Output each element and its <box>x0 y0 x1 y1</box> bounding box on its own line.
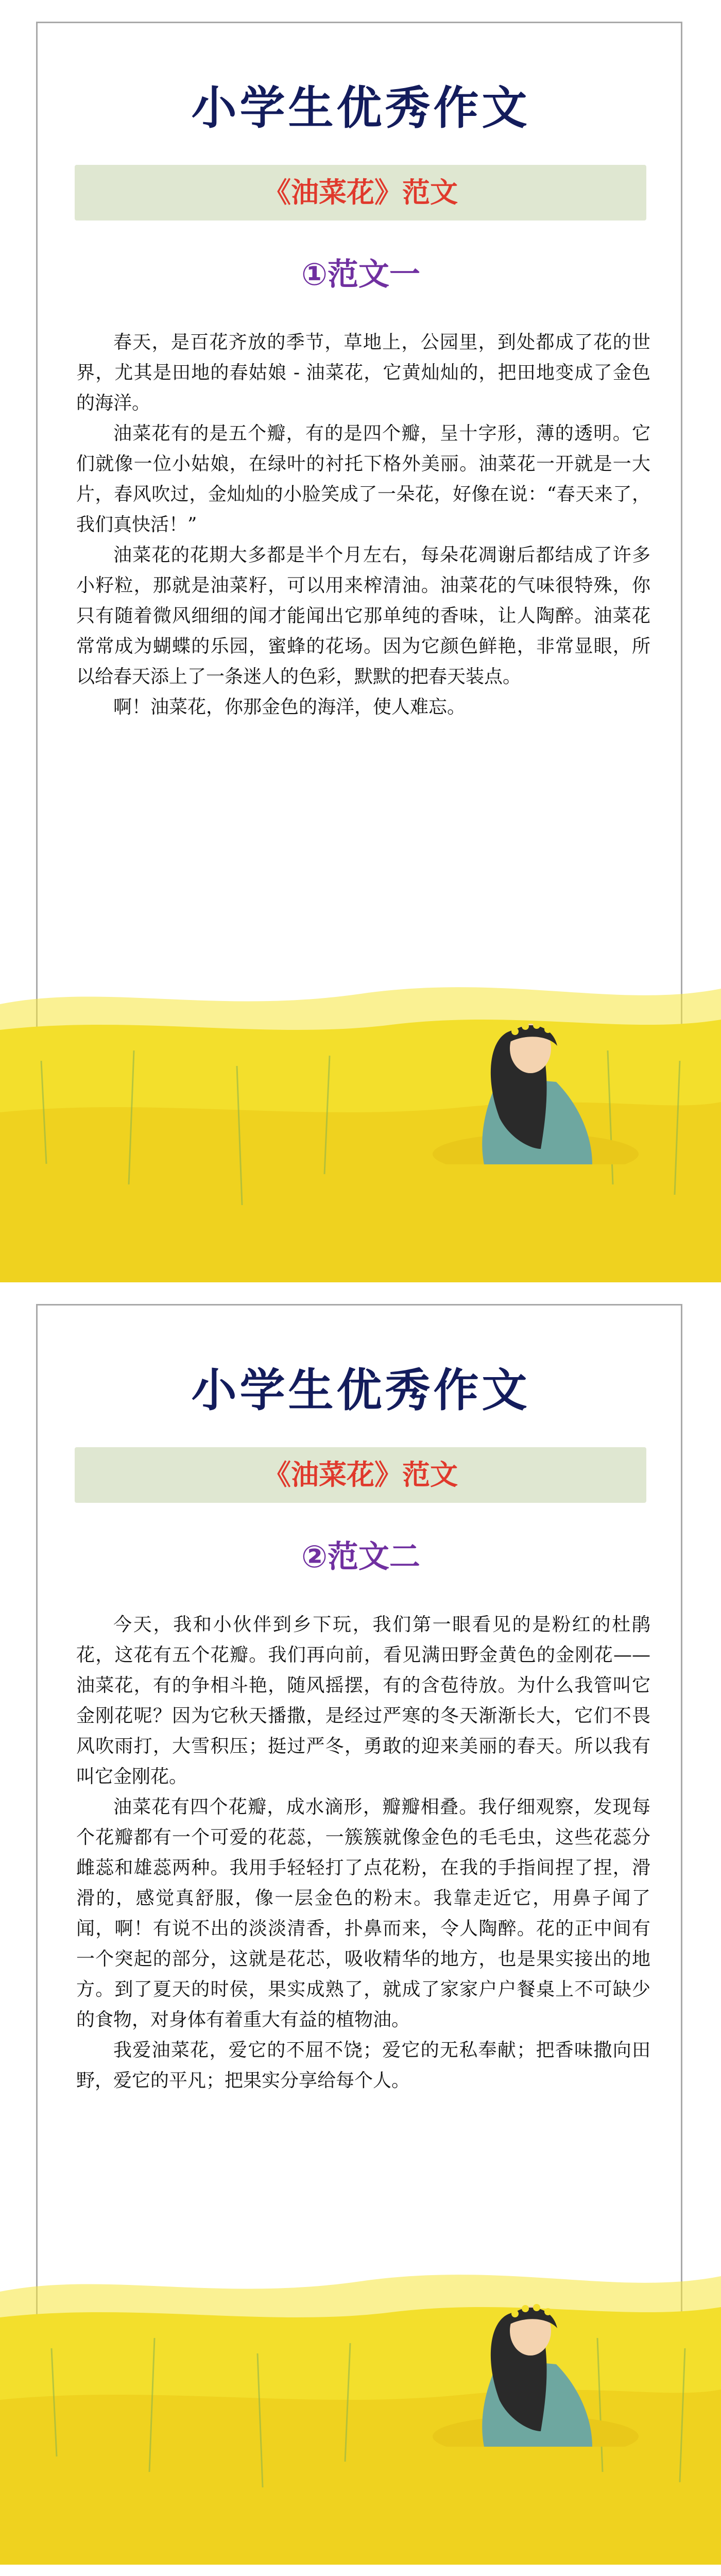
essay-title-banner <box>75 1447 646 1503</box>
essay-page-3 <box>0 2565 721 2576</box>
page-header-title: 小学生优秀作文 <box>191 1364 530 1417</box>
girl-illustration <box>422 999 639 1164</box>
paragraph: 啊！油菜花，你那金色的海洋，使人难忘。 <box>113 697 466 718</box>
essay-page-1 <box>0 0 721 1282</box>
essay-body <box>76 327 650 722</box>
paragraph: 油菜花有的是五个瓣，有的是四个瓣，呈十字形，薄的透明。它们就像一位小姑娘，在绿叶的衬托下格外美丽。油菜花一开就是一大片，春风吹过，金灿灿的小脸笑成了一朵花，好像在说：“春天来了，我们真快活！” <box>76 423 650 535</box>
essay-title: 《油菜花》范文 <box>263 1459 458 1491</box>
essay-subtitle: ①范文一 <box>301 257 420 293</box>
paragraph: 我爱油菜花，爱它的不屈不饶；爱它的无私奉献；把香味撒向田野，爱它的平凡；把果实分享给每个人。 <box>76 2040 650 2091</box>
page-header-title: 小学生优秀作文 <box>191 81 530 134</box>
essay-body <box>76 1609 650 2096</box>
essay-subtitle: ②范文二 <box>301 1539 420 1575</box>
essay-title-banner <box>75 165 646 221</box>
essay-title: 《油菜花》范文 <box>263 176 458 209</box>
paragraph: 春天，是百花齐放的季节，草地上，公园里，到处都成了花的世界，尤其是田地的春姑娘 - 油菜花，它黄灿灿的，把田地变成了金色的海洋。 <box>76 332 650 414</box>
paragraph: 今天，我和小伙伴到乡下玩，我们第一眼看见的是粉红的杜鹃花，这花有五个花瓣。我们再向前，看见满田野金黄色的金刚花——油菜花，有的争相斗艳，随风摇摆，有的含苞待放。为什么我管叫它金刚花呢？因为它秋天播撒，是经过严寒的冬天渐渐长大，它们不畏风吹雨打，大雪积压；挺过严冬，勇敢的迎来美丽的春天。所以我有叫它金刚花。 <box>76 1614 650 1787</box>
paragraph: 油菜花的花期大多都是半个月左右，每朵花凋谢后都结成了许多小籽粒，那就是油菜籽，可以用来榨清油。油菜花的气味很特殊，你只有随着微风细细的闻才能闻出它那单纯的香味，让人陶醉。油菜花常常成为蝴蝶的乐园，蜜蜂的花场。因为它颜色鲜艳，非常显眼，所以给春天添上了一条迷人的色彩，默默的把春天装点。 <box>76 545 650 687</box>
paragraph: 油菜花有四个花瓣，成水滴形，瓣瓣相叠。我仔细观察，发现每个花瓣都有一个可爱的花蕊，一簇簇就像金色的毛毛虫，这些花蕊分雌蕊和雄蕊两种。我用手轻轻打了点花粉，在我的手指间捏了捏，滑滑的，感觉真舒服，像一层金色的粉末。我靠走近它，用鼻子闻了闻，啊！有说不出的淡淡清香，扑鼻而来，令人陶醉。花的正中间有一个突起的部分，这就是花芯，吸收精华的地方，也是果实接出的地方。到了夏天的时侯，果实成熟了，就成了家家户户餐桌上不可缺少的食物，对身体有着重大有益的植物油。 <box>76 1797 650 2030</box>
essay-page-2 <box>0 1282 721 2565</box>
girl-illustration <box>422 2282 639 2447</box>
